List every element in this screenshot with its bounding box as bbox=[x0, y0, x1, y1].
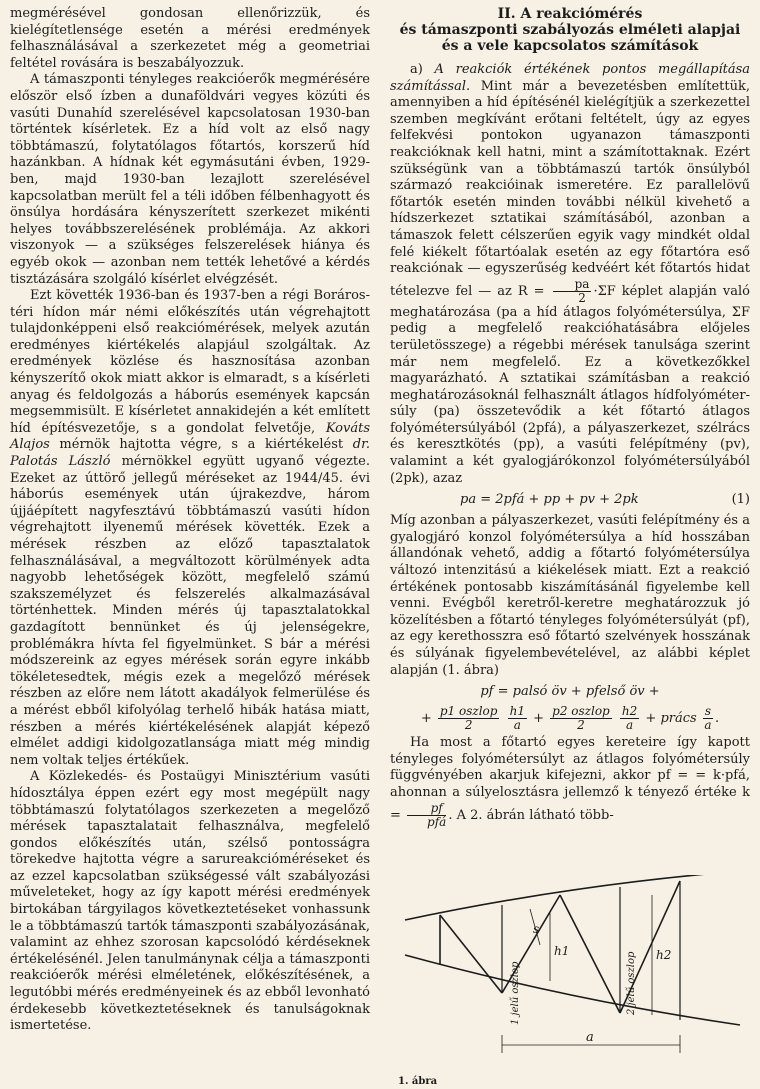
truss-frame-figure bbox=[390, 875, 750, 1075]
right-paragraph-2: Míg azonban a pályaszerkezet, vasúti felépítmény és a gyalogjáró konzol folyómétersúlya a híd hosszában állandónak vehető, addig a főtartó folyómétersúlya változó intenzitású a kiékelések miatt. Ezt a reakció értékének pontosabb kiszámításánál figyelembe kell venni. Evégből keretről-keretre meghatározzuk jó közelítésben a főtartó tényleges folyómétersúlyát (pf), az egy kerethosszra eső főtartó szelvények hosszának és súlyának figyelembevételével, az alábbi képlet alapján (1. ábra) bbox=[390, 513, 750, 678]
fraction-k: $\frac{pf}{\text{pfá}}$ bbox=[407, 802, 446, 829]
section-heading-line1: II. A reakciómérés bbox=[497, 6, 643, 22]
eq2-frac-p2: $\frac{\text{p2 oszlop}}{2}$ bbox=[552, 704, 610, 733]
right-p1-text-b: képlet alapján való meghatározása (pa a híd átlagos folyómétersúlya, ΣF pedig a megfelelő reakcióhatásábra előjeles területösszege) a régebbi mérések tanulsága szerint már nem megfelelő. Ez a következőkkel magyarázható. A sztatikai számításban a reakció meghatározásoknál felhasznált átlagos hídfolyómétersúly (pa) összetevődik a két főtartó átlagos folyómétersúlyából (2pfá), a pályaszerkezet, szélrács és keresztkötés (pp), a vasúti felépítmény (pv), valamint a két gyalogjárókonzol folyómétersúlyából (2pk), azaz bbox=[390, 283, 750, 486]
equation-1: pa = 2pfá + pp + pv + 2pk (1) bbox=[390, 490, 750, 510]
label-column-1: 1 jelű oszlop bbox=[510, 961, 521, 1025]
subsection-label: a) bbox=[410, 62, 435, 77]
equation-2-line2: + $\frac{\text{p1 oszlop}}{2}$ $\frac{h1}{a}$ + $\frac{\text{p2 oszlop}}{2}$ $\frac{h2}{a}$ + prács $\frac{s}{a}$ . bbox=[420, 704, 720, 733]
right-paragraph-3 bbox=[390, 735, 750, 828]
label-h2: h2 bbox=[656, 948, 672, 962]
equation-2-line1: pf = palsó öv + pfelső öv + bbox=[480, 684, 660, 700]
right-p3-text-a: Ha most a főtartó egyes kereteire így kapott tényleges folyómétersúlyt az átlagos folyómétersúly függvényében akarjuk kifejezni, akkor pf = = k·pfá, ahonnan a súlyelosztásra jellemző k tényező értéke k = bbox=[390, 735, 750, 823]
left-paragraph-2: A támaszponti tényleges reakcióerők megmérésére először első ízben a dunaföldvári vegyes közúti és vasúti Dunahíd szerelésével kapcsolatosan 1930-ban történtek kísérletek. Ez a híd volt az első nagy többtámaszú, folytatólagos főtartós, korszerű híd hazánkban. A hídnak két egymásutáni évben, 1929-ben, majd 1930-ban lezajlott szerelésével kapcsolatban merült fel a téli időben félbenhagyott és önsúlya hordására kényszerített szerkezet mikénti helyes továbbszerelésének problémája. Az akkori viszonyok — a szükséges felszerelések hiánya és egyéb okok — azonban nem tették lehetővé a kérdés tisztázására szolgáló kísérlet elvégzését. bbox=[10, 72, 370, 287]
diagonal-1 bbox=[440, 915, 502, 993]
label-a: a bbox=[586, 1030, 594, 1045]
eq2-frac-h1: $\frac{h1}{a}$ bbox=[509, 704, 525, 733]
equation-1-number: (1) bbox=[731, 492, 750, 508]
eq2-prács: prács bbox=[660, 711, 697, 727]
left-paragraph-3 bbox=[10, 288, 370, 769]
label-s: s bbox=[533, 922, 540, 936]
right-paragraph-1 bbox=[390, 62, 750, 487]
name-palotas: dr. Palotás László bbox=[10, 437, 370, 470]
right-p1-text-a: Mint már a bevezetésben említettük, amennyiben a híd építésénél kielégítjük a szerkezettel szemben megkívánt erőtani feltételt, úgy az egyes felfekvési pontokon ugyanazon támaszponti reakcióknak kell hatni, mint a számítottaknak. Ezért szükségünk van a többtámaszú tartók önsúlyból származó reakcióinak ismeretére. Ez parallelövű főtartók esetén minden további nélkül kivehető a hídszerkezet sztatikai számításából, azonban a támaszok felett célszerűen egyik vagy mindkét oldal felé kiékelt főtartóalak esetén az egy főtartóra eső reakciónak — egyszerűség kedvéért két főtartós hidat tételezve fel — az R = bbox=[390, 78, 750, 299]
label-column-2: 2 jelű oszlop bbox=[626, 951, 637, 1015]
subsection-title: A reakciók értékének pontos megállapítása számítással. bbox=[390, 62, 750, 94]
left-p3-text-a: Ezt követték 1936-ban és 1937-ben a régi Boráros-téri hídon már némi előkészítés után végrehajtott tulajdonképpeni első reakciómérések, melyek azután eredményes kiértékelés alapjául szolgáltak. Az eredmények közlése és hasznosítása azonban kényszerítő okok miatt akkor is elmaradt, s a kísérleti anyag és feldolgozás a háborús események kapcsán megsemmisült. E kísérletet annakidején a két említett híd építésvezetője, s a gondolat felvetője, bbox=[10, 288, 370, 436]
right-column bbox=[390, 6, 750, 829]
left-p3-text-b: mérnök hajtotta végre, s a kiértékelést bbox=[49, 437, 353, 453]
section-heading-line3: és a vele kapcsolatos számítások bbox=[441, 38, 699, 54]
right-p3-text-b: . A 2. ábrán látható több- bbox=[448, 807, 614, 823]
fraction-pa-over-2: $\frac{pa}{2}$ bbox=[553, 278, 592, 305]
eq2-frac-s: $\frac{s}{a}$ bbox=[704, 704, 712, 733]
left-column bbox=[10, 6, 370, 1035]
eq2-frac-h2: $\frac{h2}{a}$ bbox=[621, 704, 638, 733]
label-h1: h1 bbox=[554, 944, 570, 958]
left-paragraph-1: megmérésével gondosan ellenőrizzük, és kielégítetlensége esetén a mérési eredmények felhasználásával a szerkezetet még a geometriai feltétel rovására is beszabályozzuk. bbox=[10, 6, 370, 71]
fraction-tail: ·ΣF bbox=[593, 283, 616, 299]
left-p3-text-c: mérnökkel együtt ugyanő végezte. Ezeket az úttörő jellegű méréseket az 1944/45. évi háborús események után újrakezdve, három újjáépített nagyfesztávú többtámaszú vasúti hídon végrehajtott ilyenemű mérések követték. Ezek a mérések részben az előző tapasztalatok felhasználásával, a megváltozott körülmények adta nagyobb lehetőségek között, megfelelő számú szakszemélyzet és felszerelés alkalmazásával történhettek. Minden mérés új tapasztalatokkal gazdagított bennünket és új jelenségekre, problémákra hívta fel figyelmünket. S bár a mérési módszereink az egyes mérések során egyre inkább tökéletesedtek, mégis ezek a megelőző mérések részben az előre nem látott akadályok felmerülése és a mérést ebből kifolyólag terhelő hibák hatása miatt, részben a mérés kiértékelésének alapját képező elmélet addigi kidolgozatlansága miatt még mindig nem voltak teljes értékűek. bbox=[10, 454, 370, 768]
figure-caption: 1. ábra bbox=[398, 1076, 438, 1087]
name-kovats: Kováts Alajos bbox=[10, 420, 370, 453]
bottom-chord bbox=[405, 955, 740, 1025]
section-heading-line2: és támaszponti szabályozás elméleti alapjai bbox=[399, 22, 741, 38]
top-chord bbox=[405, 875, 740, 920]
eq2-frac-p1: $\frac{\text{p1 oszlop}}{2}$ bbox=[439, 704, 498, 733]
left-paragraph-4: A Közlekedés- és Postaügyi Minisztérium vasúti hídosztálya éppen ezért egy most megépült nagy többtámaszú folytatólagos szerkezeten a megelőző mérések tapasztalatait felhasználva, megfelelő gondos előkészítés után, szélső pontosságra törekedve hajtotta végre a sarureakcióméréseket és az ezzel kapcsolatban szükségessé vált szabályozási műveleteket, hogy az így kapott mérési eredmények birtokában tárgyilagos következtetéseket vonhassunk le a többtámaszú tartók támaszponti szabályozásának, valamint az ehhez szorosan kapcsolódó kérdéseknek értékelésénél. Jelen tanulmánynak célja a támaszponti reakcióerők mérési elméletének, előkészítésének, a legutóbbi mérés eredményeinek és az ebből levonható érdekesebb következtetéseknek és tanulságoknak ismertetése. bbox=[10, 769, 370, 1034]
